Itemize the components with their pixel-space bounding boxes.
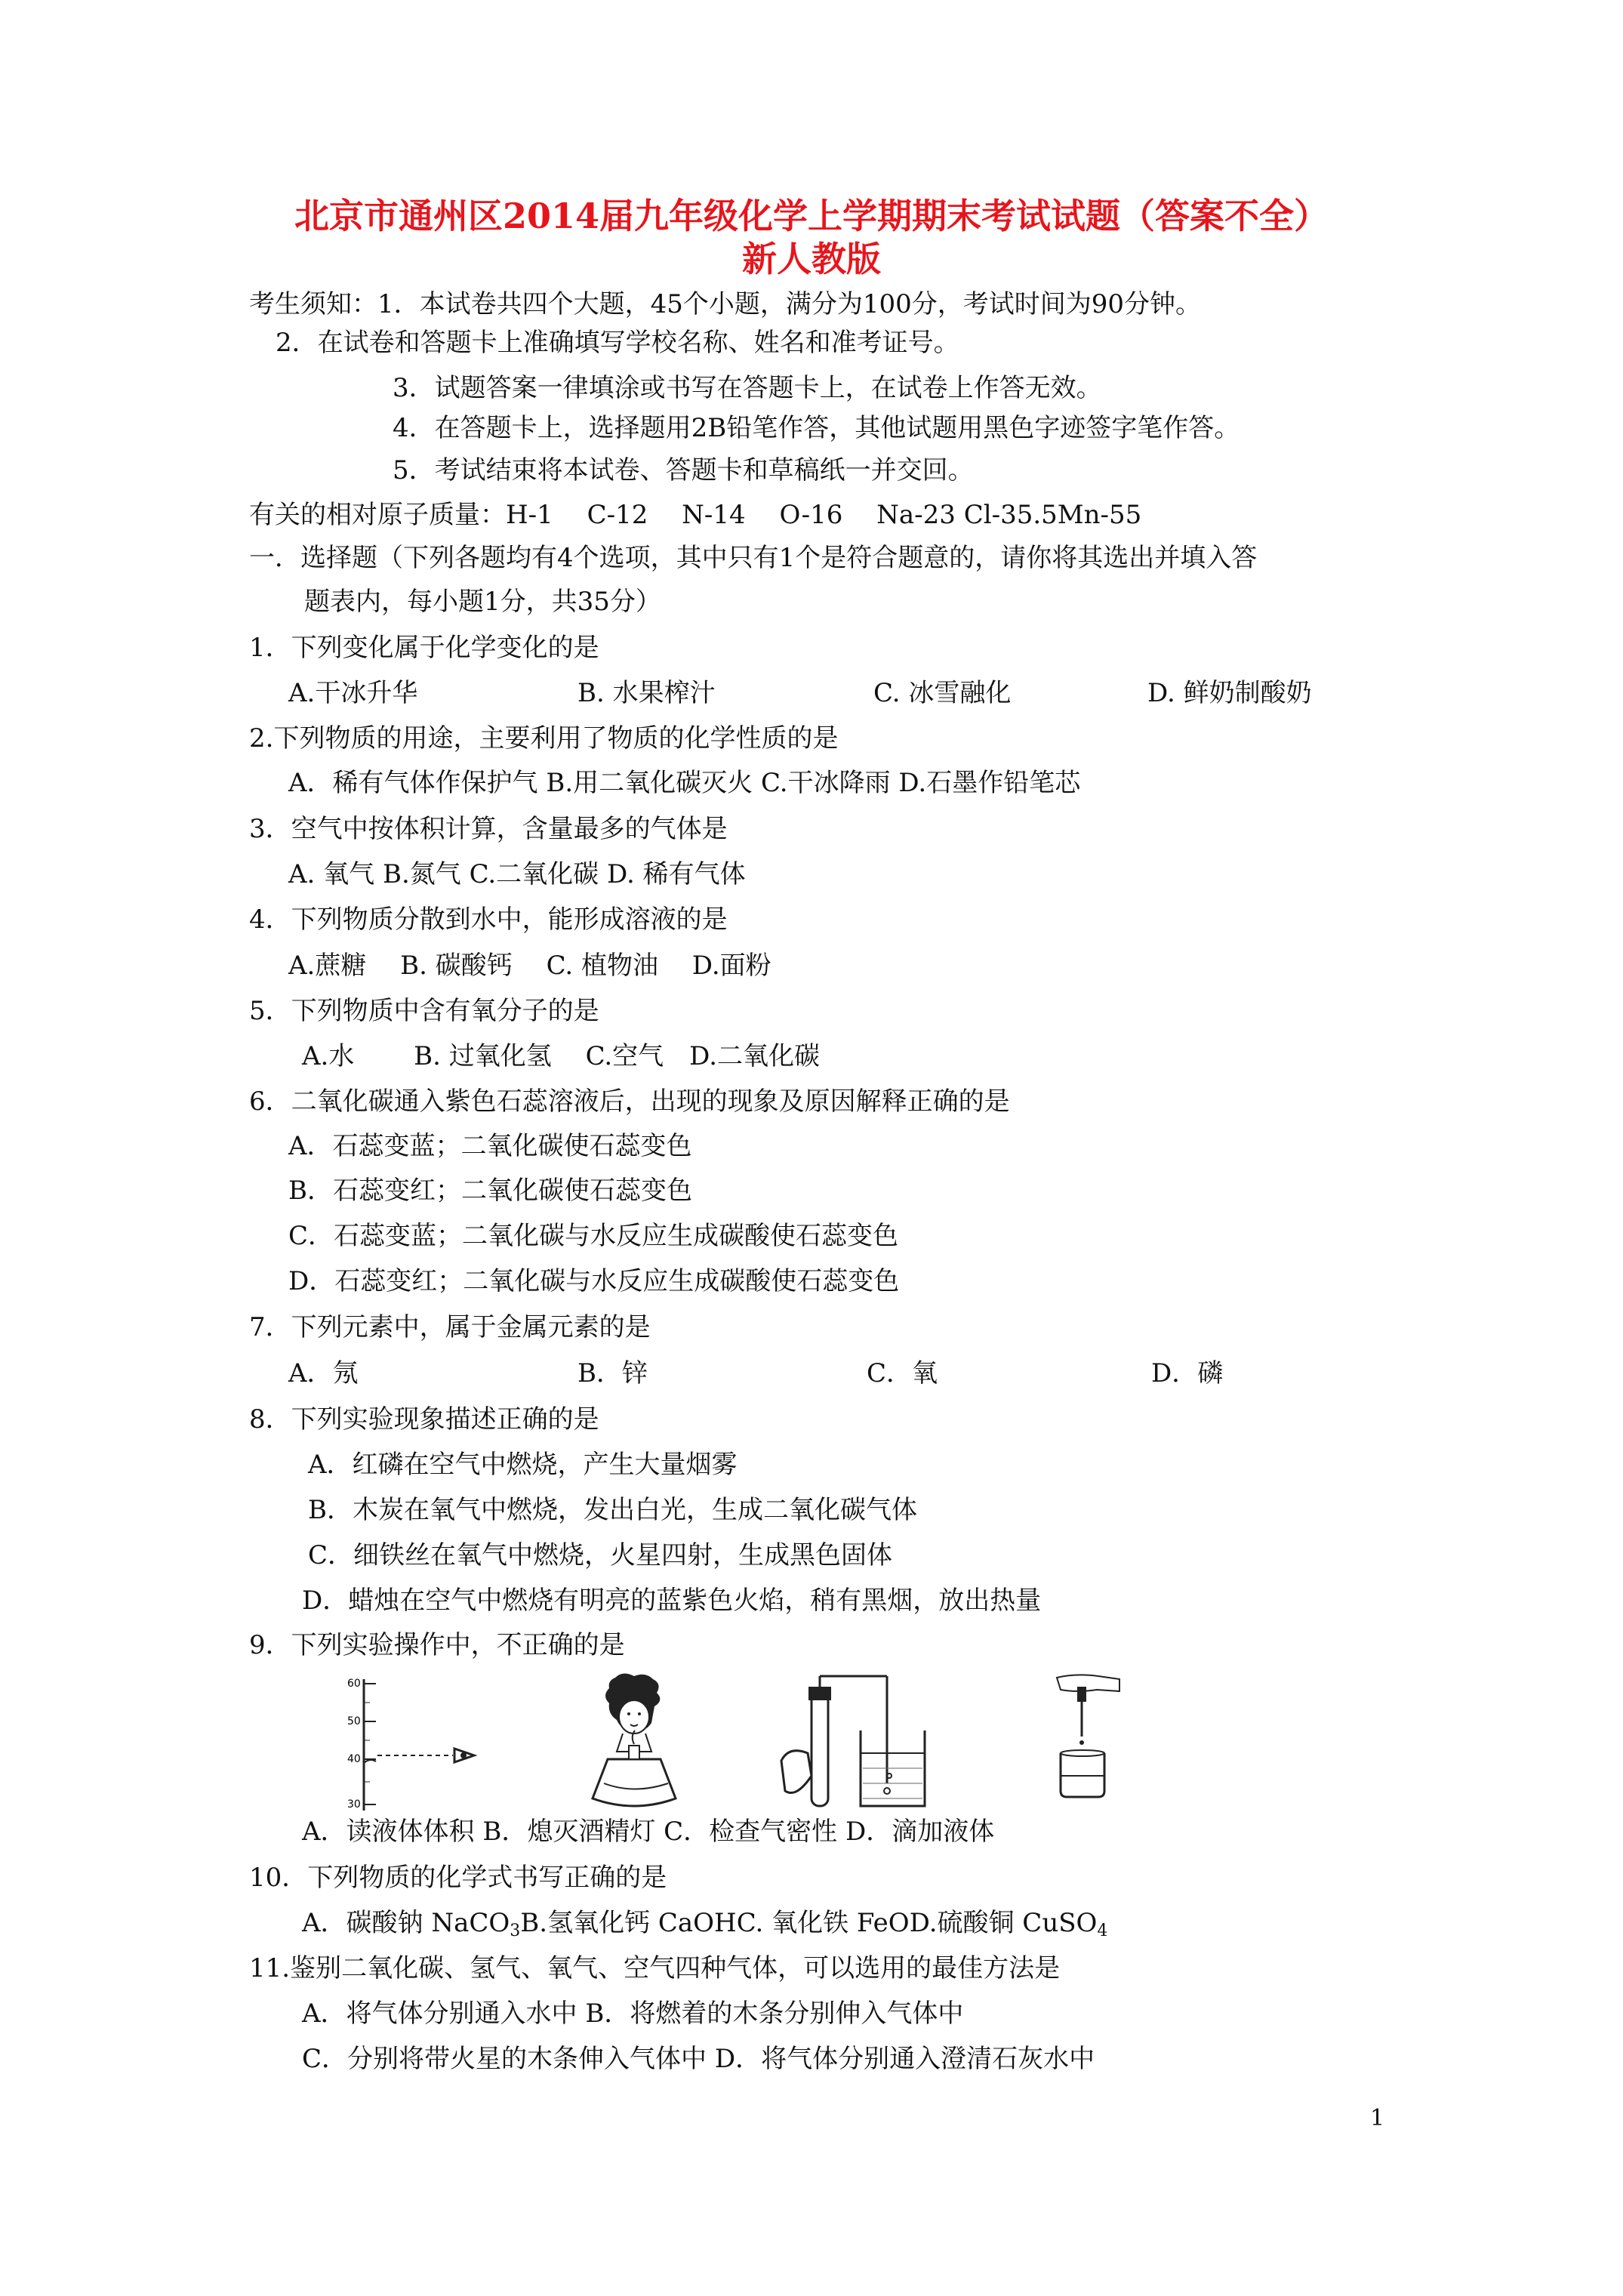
q6-option-d: D．石蕊变红；二氧化碳与水反应生成碳酸使石蕊变色 <box>288 1266 900 1296</box>
graduated-cylinder-figure <box>332 1676 498 1816</box>
q7-stem: 7．下列元素中，属于金属元素的是 <box>249 1312 651 1342</box>
atomic-masses: 有关的相对原子质量：H-1 C-12 N-14 O-16 Na-23 Cl-35.5Mn-55 <box>249 500 1142 530</box>
q5-options: A.水 B. 过氧化氢 C.空气 D.二氧化碳 <box>302 1041 821 1071</box>
q7-option-a: A．氖 <box>288 1358 359 1388</box>
q8-option-a: A．红磷在空气中燃烧，产生大量烟雾 <box>308 1450 738 1480</box>
document-title: 北京市通州区2014届九年级化学上学期期末考试试题（答案不全） <box>294 196 1329 236</box>
q6-option-c: C．石蕊变蓝；二氧化碳与水反应生成碳酸使石蕊变色 <box>288 1221 899 1251</box>
q3-stem: 3．空气中按体积计算，含量最多的气体是 <box>249 814 728 844</box>
q2-stem: 2.下列物质的用途，主要利用了物质的化学性质的是 <box>249 723 839 754</box>
q7-option-c: C．氧 <box>867 1358 938 1388</box>
q4-options: A.蔗糖 B. 碳酸钙 C. 植物油 D.面粉 <box>288 951 771 981</box>
page-number: 1 <box>1370 2105 1385 2131</box>
q8-stem: 8．下列实验现象描述正确的是 <box>249 1404 599 1435</box>
q7-option-d: D．磷 <box>1151 1358 1224 1388</box>
q5-stem: 5．下列物质中含有氧分子的是 <box>249 996 599 1026</box>
q1-option-b: B. 水果榨汁 <box>577 678 716 708</box>
airtightness-check-figure <box>766 1670 940 1814</box>
q10-stem: 10．下列物质的化学式书写正确的是 <box>249 1863 667 1893</box>
q10-options-part-1: A．碳酸钠 NaCO <box>302 1908 510 1938</box>
q6-option-b: B．石蕊变红；二氧化碳使石蕊变色 <box>288 1176 692 1206</box>
q10-options <box>302 1906 1107 1940</box>
q1-option-c: C. 冰雪融化 <box>873 678 1012 708</box>
q9-stem: 9．下列实验操作中，不正确的是 <box>249 1630 625 1660</box>
q8-option-d: D．蜡烛在空气中燃烧有明亮的蓝紫色火焰，稍有黑烟，放出热量 <box>302 1586 1042 1616</box>
q6-option-a: A．石蕊变蓝；二氧化碳使石蕊变色 <box>288 1131 692 1161</box>
q1-option-a: A.干冰升华 <box>288 678 418 708</box>
cylinder-tick-50: 50 <box>347 1715 361 1727</box>
q4-stem: 4．下列物质分散到水中，能形成溶液的是 <box>249 905 728 935</box>
cylinder-tick-40: 40 <box>347 1753 361 1765</box>
q8-option-b: B．木炭在氧气中燃烧，发出白光，生成二氧化碳气体 <box>308 1495 917 1525</box>
q11-stem: 11.鉴别二氧化碳、氢气、氧气、空气四种气体，可以选用的最佳方法是 <box>249 1953 1061 1983</box>
q10-subscript-4: 4 <box>1097 1922 1108 1940</box>
cylinder-tick-60: 60 <box>347 1678 361 1690</box>
q9-options: A．读液体体积 B．熄灭酒精灯 C．检查气密性 D．滴加液体 <box>302 1817 995 1847</box>
cylinder-tick-30: 30 <box>347 1798 361 1811</box>
q1-stem: 1．下列变化属于化学变化的是 <box>249 633 599 663</box>
notice-line-2: 2．在试卷和答题卡上准确填写学校名称、姓名和准考证号。 <box>276 328 959 358</box>
q11-option-ab: A．将气体分别通入水中 B．将燃着的木条分别伸入气体中 <box>302 1999 964 2029</box>
dropper-figure <box>1030 1670 1136 1798</box>
section-heading-line-1: 一．选择题（下列各题均有4个选项，其中只有1个是符合题意的，请你将其选出并填入答 <box>249 543 1258 573</box>
q3-options: A. 氧气 B.氮气 C.二氧化碳 D. 稀有气体 <box>288 859 746 889</box>
notice-line-1: 考生须知：1．本试卷共四个大题，45个小题，满分为100分，考试时间为90分钟。 <box>249 289 1202 319</box>
q2-options: A．稀有气体作保护气 B.用二氧化碳灭火 C.干冰降雨 D.石墨作铅笔芯 <box>288 768 1081 798</box>
section-heading-line-2: 题表内，每小题1分，共35分） <box>304 587 661 617</box>
q8-option-c: C．细铁丝在氧气中燃烧，火星四射，生成黑色固体 <box>308 1540 893 1570</box>
q1-option-d: D. 鲜奶制酸奶 <box>1147 678 1312 708</box>
q10-subscript-3: 3 <box>510 1922 521 1940</box>
notice-line-3: 3．试题答案一律填涂或书写在答题卡上，在试卷上作答无效。 <box>393 373 1102 403</box>
notice-line-5: 5．考试结束将本试卷、答题卡和草稿纸一并交回。 <box>393 455 974 485</box>
alcohol-lamp-figure <box>562 1670 706 1821</box>
q10-options-part-2: B.氢氧化钙 CaOHC. 氧化铁 FeOD.硫酸铜 CuSO <box>520 1908 1098 1938</box>
notice-line-4: 4．在答题卡上，选择题用2B铅笔作答，其他试题用黑色字迹签字笔作答。 <box>393 413 1240 443</box>
q6-stem: 6．二氧化碳通入紫色石蕊溶液后，出现的现象及原因解释正确的是 <box>249 1086 1010 1117</box>
document-subtitle: 新人教版 <box>742 239 881 279</box>
q11-option-cd: C．分别将带火星的木条伸入气体中 D．将气体分别通入澄清石灰水中 <box>302 2044 1095 2074</box>
q7-option-b: B．锌 <box>577 1358 648 1388</box>
